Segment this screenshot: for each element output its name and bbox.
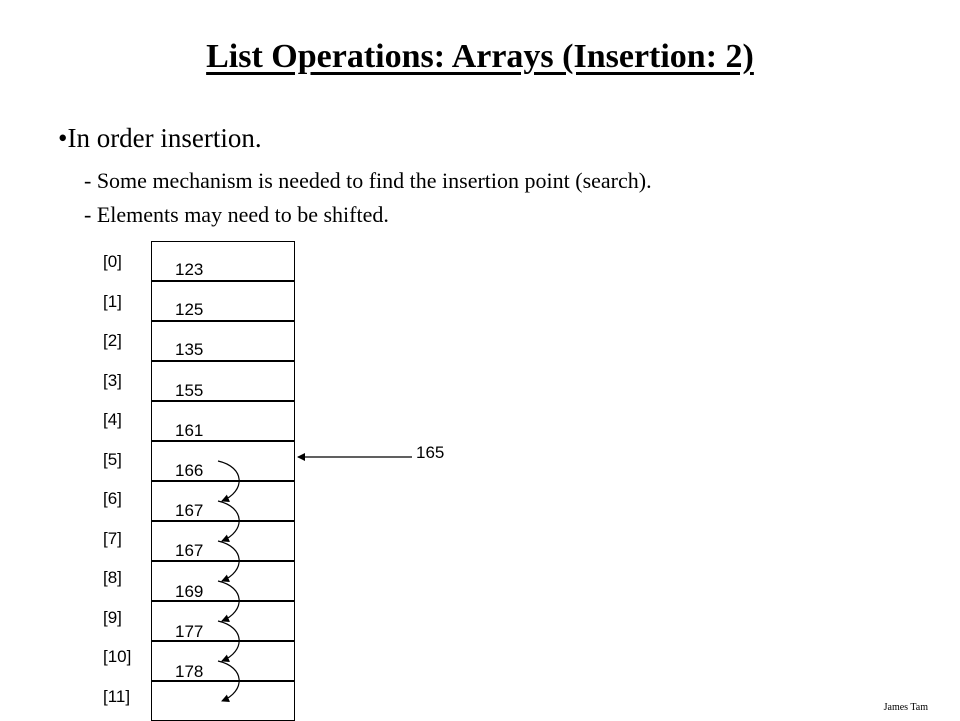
shift-arrow (218, 541, 239, 581)
shift-arrow (218, 661, 239, 701)
array-value: 178 (175, 662, 204, 681)
bullet-point: •In order insertion. (58, 123, 262, 153)
insert-value: 165 (416, 443, 445, 462)
array-index-label: [9] (103, 607, 122, 627)
array-index-label: [3] (103, 370, 122, 390)
shift-arrow (218, 461, 239, 501)
array-index-label: [4] (103, 410, 122, 429)
array-value: 125 (175, 300, 204, 320)
sub-point-shift: - Elements may need to be shifted. (84, 202, 389, 227)
array-value: 169 (175, 581, 204, 601)
array-index-label: [7] (103, 528, 122, 548)
sub-point-search: - Some mechanism is needed to find the insertion point (search). (84, 168, 652, 193)
array-index-label: [6] (103, 489, 122, 508)
shift-arrow (218, 501, 239, 541)
array-index-label: [2] (103, 331, 122, 350)
array-index-label: [8] (103, 568, 122, 587)
array-index-label: [0] (103, 252, 122, 271)
array-index-label: [5] (103, 449, 122, 469)
shift-arrow (218, 621, 239, 661)
array-index-label: [11] (103, 686, 131, 706)
slide-title: List Operations: Arrays (Insertion: 2) (206, 38, 754, 75)
array-value: 167 (175, 501, 204, 521)
array-value: 135 (175, 340, 204, 360)
array-value: 161 (175, 420, 204, 440)
array-value: 155 (175, 380, 204, 400)
array-value: 167 (175, 541, 204, 561)
array-index-label: [1] (103, 291, 122, 311)
array-value: 123 (175, 260, 204, 279)
author-credit: James Tam (883, 702, 928, 713)
array-index-label: [10] (103, 647, 132, 666)
array-value: 177 (175, 621, 204, 641)
array-value: 166 (175, 461, 204, 480)
shift-arrow (218, 581, 239, 621)
